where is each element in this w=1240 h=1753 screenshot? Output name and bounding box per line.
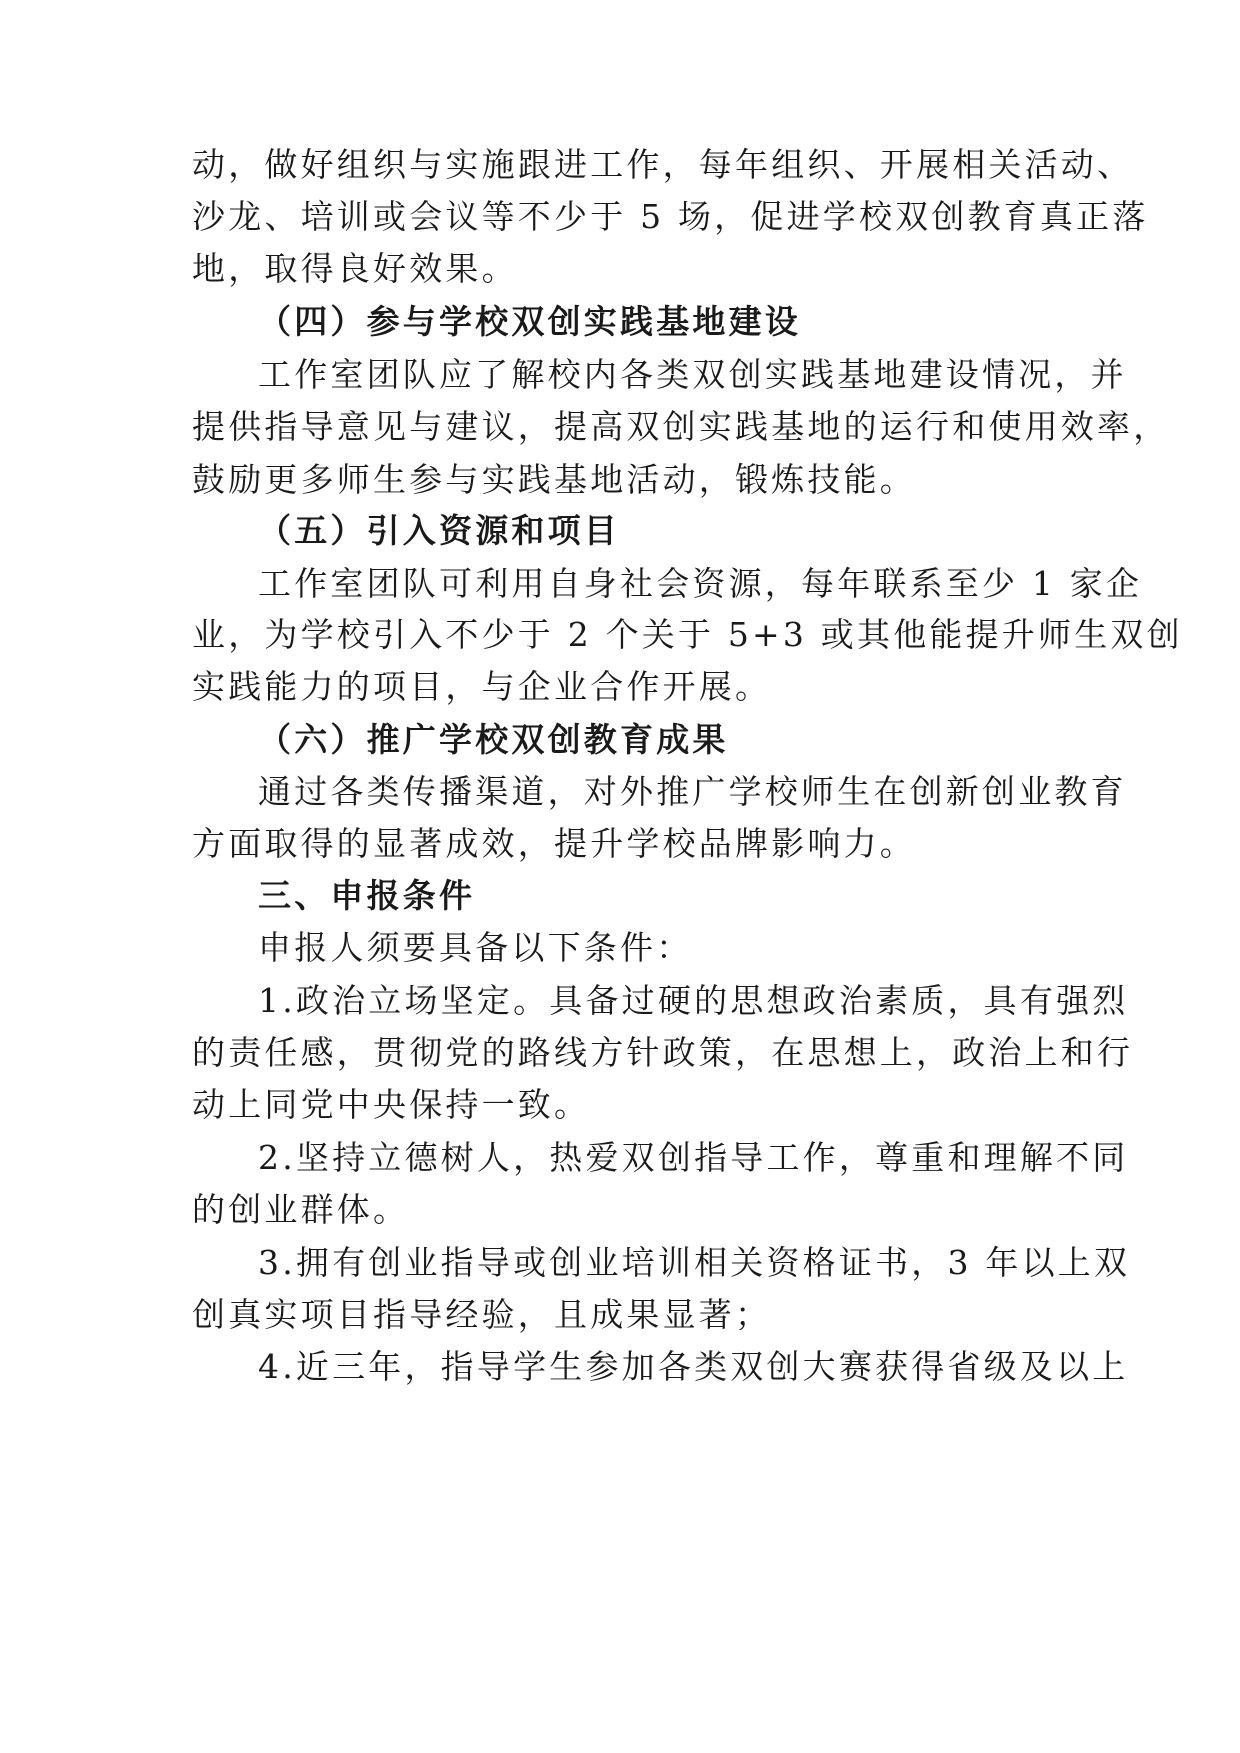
paragraph-line: 创真实项目指导经验，且成果显著； <box>192 1295 772 1334</box>
paragraph-line: 动，做好组织与实施跟进工作，每年组织、开展相关活动、 <box>192 145 1134 184</box>
paragraph-line: 2.坚持立德树人，热爱双创指导工作，尊重和理解不同 <box>258 1138 1129 1177</box>
paragraph-line: 方面取得的显著成效，提升学校品牌影响力。 <box>192 824 916 863</box>
paragraph-line: 实践能力的项目，与企业合作开展。 <box>192 667 772 706</box>
paragraph-line: 申报人须要具备以下条件： <box>258 928 693 967</box>
subsection-heading: （六）推广学校双创教育成果 <box>258 720 729 759</box>
paragraph-line: 工作室团队可利用自身社会资源，每年联系至少 1 家企 <box>258 564 1143 603</box>
paragraph-line: 工作室团队应了解校内各类双创实践基地建设情况，并 <box>258 355 1127 394</box>
paragraph-line: 地，取得良好效果。 <box>192 249 518 288</box>
paragraph-line: 1.政治立场坚定。具备过硬的思想政治素质，具有强烈 <box>258 981 1129 1020</box>
section-heading: 三、申报条件 <box>258 876 476 915</box>
paragraph-line: 的责任感，贯彻党的路线方针政策，在思想上，政治上和行 <box>192 1033 1134 1072</box>
paragraph-line: 的创业群体。 <box>192 1190 410 1229</box>
paragraph-line: 4.近三年，指导学生参加各类双创大赛获得省级及以上 <box>258 1347 1129 1386</box>
paragraph-line: 业，为学校引入不少于 2 个关于 5+3 或其他能提升师生双创 <box>192 615 1183 654</box>
paragraph-line: 3.拥有创业指导或创业培训相关资格证书，3 年以上双 <box>258 1243 1131 1282</box>
paragraph-line: 动上同党中央保持一致。 <box>192 1085 591 1124</box>
subsection-heading: （五）引入资源和项目 <box>258 511 620 550</box>
paragraph-line: 沙龙、培训或会议等不少于 5 场，促进学校双创教育真正落 <box>192 197 1149 236</box>
paragraph-line: 提供指导意见与建议，提高双创实践基地的运行和使用效率， <box>192 407 1170 446</box>
paragraph-line: 通过各类传播渠道，对外推广学校师生在创新创业教育 <box>258 772 1127 811</box>
subsection-heading: （四）参与学校双创实践基地建设 <box>258 302 801 341</box>
paragraph-line: 鼓励更多师生参与实践基地活动，锻炼技能。 <box>192 460 916 499</box>
